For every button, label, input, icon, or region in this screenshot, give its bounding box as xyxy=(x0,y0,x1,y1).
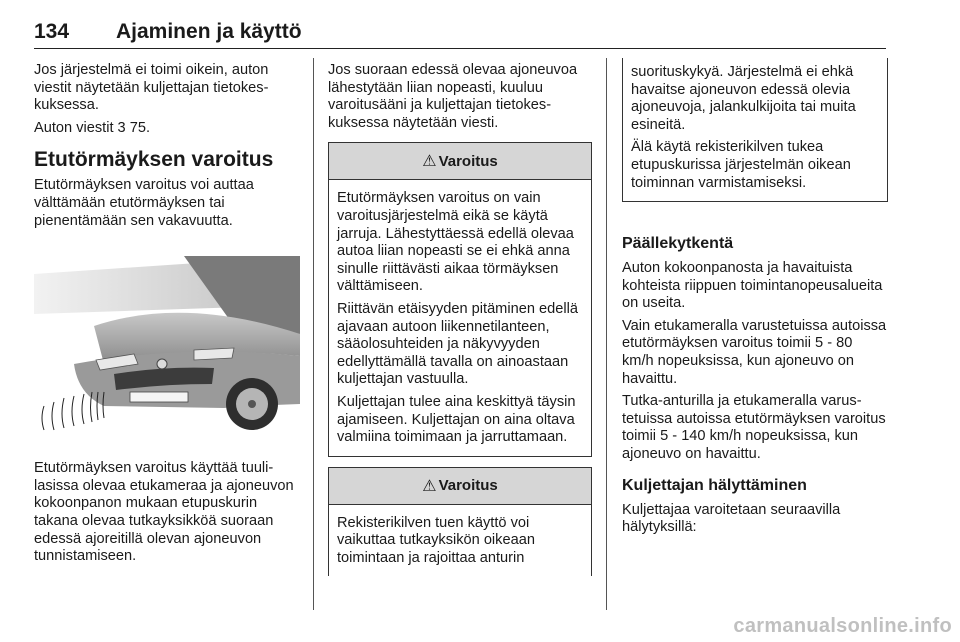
chapter-title: Ajaminen ja käyttö xyxy=(116,20,302,43)
warning-header xyxy=(329,143,591,180)
paragraph: Jos järjestelmä ei toimi oikein, auton viestit näytetään kuljettajan tietokeskuksessa. xyxy=(34,62,269,114)
warning-box-continued xyxy=(622,58,888,202)
warning-icon: ⚠ xyxy=(422,477,437,495)
page-header xyxy=(34,14,886,49)
warning-text: Älä käytä rekisterikilven tukea etupuskurissa järjestelmän oikean toiminnan varmistamiseksi. xyxy=(631,139,851,191)
column-divider xyxy=(606,58,607,610)
warning-text: Riittävän etäisyyden pitäminen edellä ajavaan autoon liikennetilanteen, sääolosuhteiden ja näkyvyyden edellyttämällä tavalla on ainoastaan kuljettajan vastuulla. xyxy=(337,300,578,388)
warning-title: Varoitus xyxy=(438,152,498,170)
warning-box xyxy=(328,142,592,456)
warning-title: Varoitus xyxy=(438,477,498,495)
column-3 xyxy=(622,62,888,542)
section-heading: Etutörmäyksen varoitus xyxy=(34,148,274,172)
paragraph: Jos suoraan edessä olevaa ajoneuvoa lähestytään liian nopeasti, kuuluu varoitusääni ja kuljettajan tietokeskuksessa näytetään viesti. xyxy=(328,62,578,131)
paragraph: Auton kokoonpanosta ja havaituista kohteista riippuen toimintanopeusalueita on useita. xyxy=(622,260,883,312)
warning-text: Etutörmäyksen varoitus on vain varoitusjärjestelmä eikä se käytä jarruja. Lähestyttäessä edellä olevaa autoa liian nopeasti se ei ehkä anna sinulle riittävästi aikaa törmäyksen välttämiseen. xyxy=(337,190,574,295)
car-camera-illustration xyxy=(34,256,300,436)
warning-box xyxy=(328,467,592,577)
warning-header xyxy=(329,468,591,505)
cross-reference: Auton viestit 3 75. xyxy=(34,119,151,136)
column-1 xyxy=(34,62,300,571)
paragraph: Kuljettajaa varoitetaan seuraavilla hälytyksillä: xyxy=(622,501,841,536)
paragraph: Etutörmäyksen varoitus voi auttaa välttämään etutörmäyksen tai pienentämään sen vakavuutta. xyxy=(34,177,254,229)
column-2 xyxy=(328,62,592,576)
car-front-image xyxy=(34,256,300,436)
subsection-heading: Päällekytkentä xyxy=(622,235,734,252)
warning-text: suorituskykyä. Järjestelmä ei ehkä havaitse ajoneuvon edessä olevia ajoneuvoja, jalankulkijoita tai muita esineitä. xyxy=(631,64,856,133)
paragraph: Tutka-anturilla ja etukameralla varustetuissa autoissa etutörmäyksen varoitus toimii 5 - 140 km/h nopeuksissa, kun ajoneuvo on havaittu. xyxy=(622,393,886,462)
paragraph: Vain etukameralla varustetuissa autoissa etutörmäyksen varoitus toimii 5 - 80 km/h nopeuksissa, kun ajoneuvo on havaittu. xyxy=(622,317,887,387)
warning-text: Rekisterikilven tuen käyttö voi vaikuttaa tutkayksikön oikeaan toimintaan ja rajoittaa anturin xyxy=(337,514,535,566)
warning-icon: ⚠ xyxy=(422,153,437,171)
page-number: 134 xyxy=(34,20,70,43)
watermark: carmanualsonline.info xyxy=(733,615,952,637)
warning-text: Kuljettajan tulee aina keskittyä täysin ajamiseen. Kuljettajan on aina oltava valmiina toimimaan ja jarruttamaan. xyxy=(337,393,576,446)
paragraph: Etutörmäyksen varoitus käyttää tuulilasissa olevaa etukameraa ja ajoneuvon kokoonpanon mukaan etupuskurin takana olevaa tutkayksikköä suoraan edessä ajoreitillä olevan ajoneuvon tunnistamiseen. xyxy=(34,460,294,565)
subsection-heading: Kuljettajan hälyttäminen xyxy=(622,476,807,494)
column-divider xyxy=(313,58,314,610)
